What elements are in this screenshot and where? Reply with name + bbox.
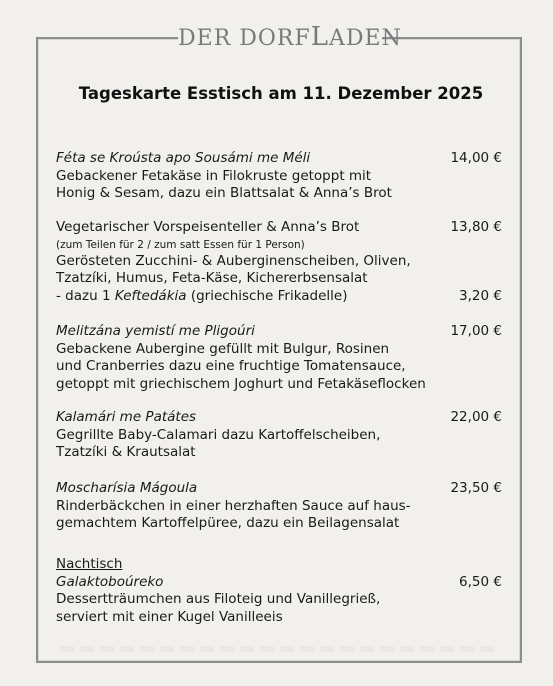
item-price: 23,50 €: [450, 480, 502, 496]
item-note: (zum Teilen für 2 / zum satt Essen für 1 Person): [56, 238, 305, 251]
item-description: Dessertträumchen aus Filoteig und Vanillegrieß,: [56, 591, 381, 607]
item-name: Féta se Kroústa apo Sousámi me Méli: [56, 150, 311, 166]
item-price: 6,50 €: [459, 573, 502, 590]
item-name: Melitzána yemistí me Pligoúri: [56, 323, 255, 339]
menu-item-feta: [56, 150, 502, 203]
item-description: Rinderbäckchen in einer herzhaften Sauce auf haus-: [56, 497, 411, 514]
item-price: 22,00 €: [450, 409, 502, 425]
item-name: Kalamári me Patátes: [56, 409, 197, 425]
item-price: 14,00 €: [450, 150, 502, 166]
item-price: 13,80 €: [450, 219, 502, 235]
item-name: Moscharísia Mágoula: [56, 480, 198, 496]
item-description: getoppt mit griechischem Joghurt und Fetakäseflocken: [56, 375, 426, 392]
brand-logo: DER DORFLADEN: [178, 22, 402, 52]
decorative-texture: [60, 646, 500, 652]
item-description: und Cranberries dazu eine fruchtige Tomatensauce,: [56, 358, 406, 374]
item-description: Gerösteten Zucchini- & Auberginenscheiben, Oliven,: [56, 252, 411, 269]
dessert-section: [56, 556, 502, 626]
item-name: Galaktoboúreko: [56, 573, 164, 590]
item-description: Honig & Sesam, dazu ein Blattsalat & Anna’s Brot: [56, 185, 392, 201]
page-title: Tageskarte Esstisch am 11. Dezember 2025: [78, 84, 484, 103]
item-description: Gebackener Fetakäse in Filokruste getoppt mit: [56, 167, 372, 184]
menu-item-melitzana: [56, 323, 502, 393]
item-description: Tzatzíki, Humus, Feta-Käse, Kichererbsensalat: [56, 270, 368, 286]
menu-item-moscharisia: [56, 480, 502, 533]
item-description: Gegrillte Baby-Calamari dazu Kartoffelscheiben,: [56, 426, 381, 443]
menu-item-kalamari: [56, 409, 502, 462]
item-description: Gebackene Aubergine gefüllt mit Bulgur, Rosinen: [56, 340, 390, 357]
item-description: gemachtem Kartoffelpüree, dazu ein Beilagensalat: [56, 515, 400, 531]
item-price: 17,00 €: [450, 323, 502, 339]
item-name: Vegetarischer Vorspeisenteller & Anna’s Brot: [56, 219, 360, 235]
item-extra-price: 3,20 €: [459, 287, 502, 304]
menu-item-vegetarian-platter: [56, 219, 502, 305]
item-description: Tzatzíki & Krautsalat: [56, 444, 196, 460]
item-extra: - dazu 1 Keftedákia (griechische Frikadelle) 3,20 €: [56, 287, 502, 304]
item-description: serviert mit einer Kugel Vanilleeis: [56, 608, 283, 625]
section-heading: Nachtisch: [56, 556, 123, 572]
